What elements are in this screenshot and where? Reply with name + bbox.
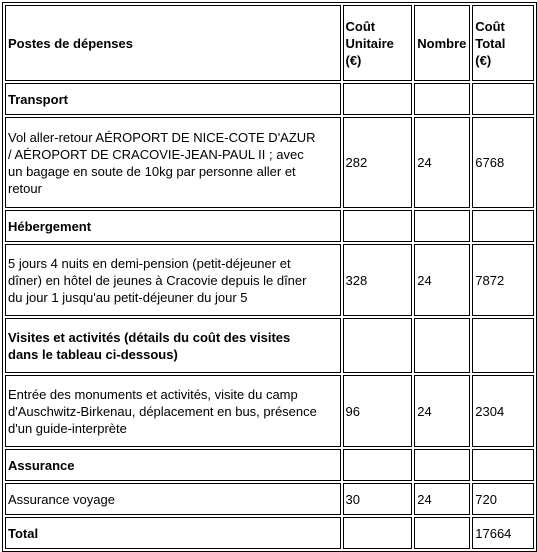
total-cost-cell: 2304: [472, 375, 534, 447]
item-description-line: d'Auschwitz-Birkenau, déplacement en bus, présence: [8, 403, 317, 419]
unit-cost-cell: 30: [343, 483, 413, 515]
item-description-line: Entrée des monuments et activités, visite du camp: [8, 386, 298, 402]
section-row-visites: [5, 318, 534, 373]
section-label-line: Visites et activités (détails du coût des visites: [8, 329, 291, 345]
item-description-line: / AÉROPORT DE CRACOVIE-JEAN-PAUL II ; avec: [8, 146, 304, 162]
item-description-line: du jour 1 jusqu'au petit-déjeuner du jour 5: [8, 289, 248, 305]
section-label-line: Transport: [8, 91, 68, 107]
section-row-transport: [5, 83, 534, 115]
header-unit-cost-line: Unitaire: [345, 35, 394, 51]
empty-cell: [472, 318, 534, 373]
header-total-cost-line: Total: [475, 35, 506, 51]
grand-total-cell: 17664: [472, 517, 534, 549]
section-label: [5, 83, 341, 115]
header-total-cost-line: Coût: [475, 18, 505, 34]
empty-cell: [343, 318, 413, 373]
unit-cost-cell: 282: [343, 117, 413, 208]
total-label-text: Total: [8, 525, 39, 541]
item-description: [5, 483, 341, 515]
item-description: [5, 375, 341, 447]
empty-cell: [472, 83, 534, 115]
item-description-line: dîner) en hôtel de jeunes à Cracovie depuis le dîner: [8, 272, 307, 288]
total-cost-cell: 7872: [472, 244, 534, 316]
section-label-line: Hébergement: [8, 218, 92, 234]
total-row: [5, 517, 534, 549]
section-label-line: dans le tableau ci-dessous): [8, 346, 178, 362]
table-header-row: [5, 5, 534, 81]
expense-table: [2, 2, 537, 552]
empty-cell: [472, 449, 534, 481]
total-cost-cell: 720: [472, 483, 534, 515]
header-item: [5, 5, 341, 81]
empty-cell: [343, 449, 413, 481]
header-unit-cost-line: Coût: [345, 18, 376, 34]
item-description-line: retour: [8, 180, 42, 196]
empty-cell: [414, 83, 470, 115]
item-description: [5, 117, 341, 208]
header-count-label: Nombre: [417, 35, 467, 51]
section-label-line: Assurance: [8, 457, 75, 473]
total-cost-cell: 6768: [472, 117, 534, 208]
header-unit-cost-line: (€): [345, 52, 362, 68]
empty-cell: [414, 449, 470, 481]
empty-cell: [343, 517, 413, 549]
count-cell: 24: [414, 375, 470, 447]
item-description-line: d'un guide-interprète: [8, 420, 127, 436]
section-label: [5, 449, 341, 481]
section-label: [5, 210, 341, 242]
item-description-line: Vol aller-retour AÉROPORT DE NICE-COTE D'AZUR: [8, 129, 316, 145]
header-count: [414, 5, 470, 81]
item-description-line: Assurance voyage: [8, 491, 115, 507]
empty-cell: [414, 210, 470, 242]
table-row: [5, 483, 534, 515]
header-item-label: Postes de dépenses: [8, 35, 133, 51]
empty-cell: [343, 210, 413, 242]
section-row-assurance: [5, 449, 534, 481]
empty-cell: [414, 318, 470, 373]
unit-cost-cell: 328: [343, 244, 413, 316]
total-label: [5, 517, 341, 549]
count-cell: 24: [414, 244, 470, 316]
item-description: [5, 244, 341, 316]
count-cell: 24: [414, 117, 470, 208]
empty-cell: [414, 517, 470, 549]
header-total-cost-line: (€): [475, 52, 492, 68]
empty-cell: [343, 83, 413, 115]
empty-cell: [472, 210, 534, 242]
item-description-line: un bagage en soute de 10kg par personne aller et: [8, 163, 296, 179]
table-row: [5, 244, 534, 316]
unit-cost-cell: 96: [343, 375, 413, 447]
table-row: [5, 117, 534, 208]
item-description-line: 5 jours 4 nuits en demi-pension (petit-déjeuner et: [8, 255, 291, 271]
section-label: [5, 318, 341, 373]
header-total-cost: [472, 5, 534, 81]
header-unit-cost: [343, 5, 413, 81]
section-row-hebergement: [5, 210, 534, 242]
table-row: [5, 375, 534, 447]
count-cell: 24: [414, 483, 470, 515]
